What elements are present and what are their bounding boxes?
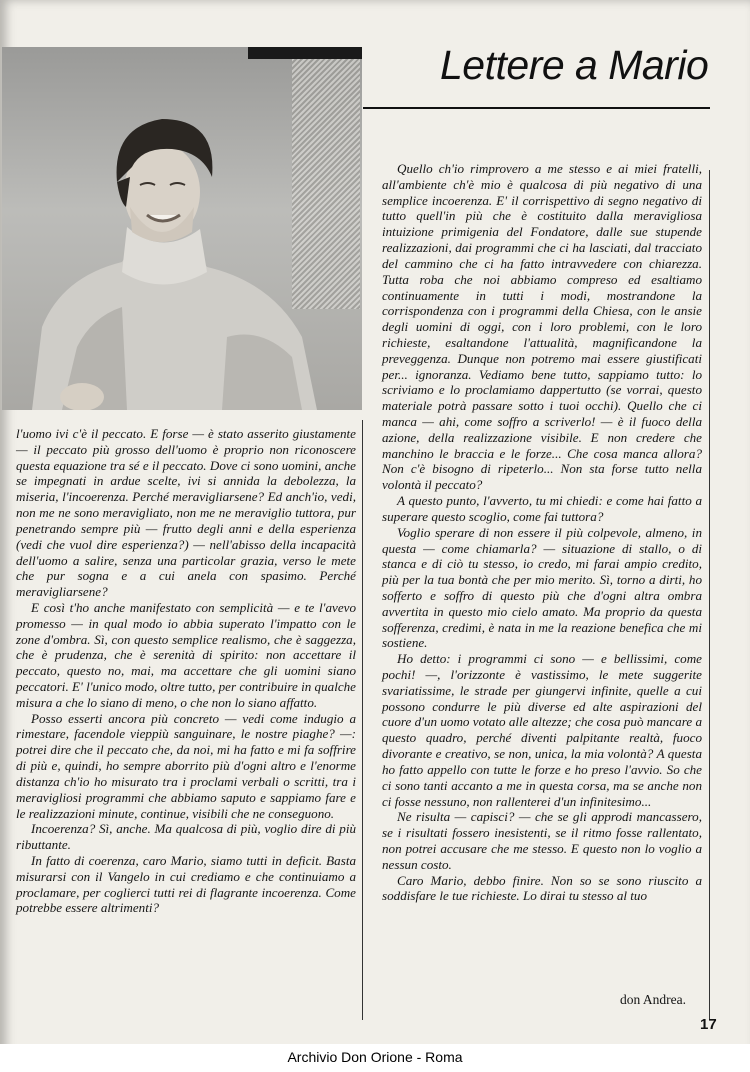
page-title: Lettere a Mario: [440, 42, 709, 88]
left-paragraph: E così t'ho anche manifestato con semplicità — e te l'avevo promesso — in qual modo io abbia superato l'impatto con le zone d'ombra. Sì, con questo semplice realismo, che è saggezza, che è prudenza, che è serenità di spirito: non accettare il peccato, questo no, mai, ma accettare che gli uomini siano peccatori. E' l'unico modo, oltre tutto, per contribuire in qualche misura a che lo siano di meno, o che non lo siano affatto.: [16, 599, 356, 710]
page-number: 17: [700, 1016, 717, 1033]
right-column: [382, 161, 702, 904]
left-paragraph: In fatto di coerenza, caro Mario, siamo tutti in deficit. Basta misurarsi con il Vangelo in cui crediamo e che continuiamo a proclamare, per coglierci tutti rei di flagrante incoerenza. Come potrebbe essere altrimenti?: [16, 852, 356, 916]
archive-footer: [0, 1044, 750, 1072]
right-paragraph: Ne risulta — capisci? — che se gli approdi mancassero, se i risultati fossero inesistenti, se il ritmo fosse rallentato, non potrei accusare che me stesso. E questo non lo voglio a nessun costo.: [382, 809, 702, 872]
right-paragraph: A questo punto, l'avverto, tu mi chiedi: e come hai fatto a superare questo scoglio, come fai tuttora?: [382, 493, 702, 524]
right-paragraph: Ho detto: i programmi ci sono — e bellissimi, come pochi! —, l'orizzonte è vastissimo, le mete suggerite svariatissime, le strade per giungervi infinite, quelle a cui possono condurre le più diverse ed alte aspirazioni del cuore d'un uomo votato alle altezze; che cosa può mancare a questo quadro, perché diventi palpitante realtà, fuoco divorante e creativo, se non, unica, la mia volontà? A questa ho fatto appello con tutte le forze e ho preso l'avvio. So che ci sono tanti accanto a me in questa corsa, ma se anche non ci fosse nessuno, non rallenterei d'un infinitesimo...: [382, 651, 702, 809]
portrait-photo: [2, 47, 362, 410]
photo-top-bar: [248, 47, 362, 59]
left-paragraph: l'uomo ivi c'è il peccato. E forse — è stato asserito giustamente — il peccato più grosso dell'uomo è proprio non riconoscere questa equazione tra sé e il peccato. Dove ci sono uomini, anche se impegnati in ardue scelte, ivi si annida la debolezza, la miseria, l'incoerenza. Perché meravigliarsene? Ed anch'io, vedi, non me ne sono meravigliato, non me ne meraviglio tuttora, pur penetrando sempre più — frutto degli anni e della esperienza (vedi che vuol dire esperienza?) — nell'abisso della incapacità dell'uomo a salire, senza una particolar grazia, verso le mete che pur sogna e a cui anela con spasimo. Perché meravigliarsene?: [16, 426, 356, 600]
signature: don Andrea.: [620, 992, 686, 1007]
right-paragraph: Quello ch'io rimprovero a me stesso e ai miei fratelli, all'ambiente ch'è mio è qualcosa di più negativo di una semplice incoerenza. E' il corrispettivo di segno negativo di tutto quell'in più che è costituito dalla meravigliosa intuizione primigenia del Fondatore, dalle sue stupende realizzazioni, dai programmi che ci ha lasciati, dal tracciato del cammino che ci ha fatto intravvedere con chiarezza. Tutta roba che noi abbiamo compreso ed esaltiamo continuamente in tutti i modi, mostrandone la corrispondenza con i programmi della Chiesa, con le ansie degli uomini di oggi, con i loro problemi, con le loro richieste, esaltandone l'attualità, magnificandone la preveggenza. Dunque non potremo mai essere giustificati per... ignoranza. Vediamo bene tutto, sappiamo tutto: lo scriviamo e lo proclamiamo dappertutto (se vorrai, questo materiale potrà passare sotto i tuoi occhi). Quello che ci manca — ahi, come soffro a scriverlo! — è il fuoco della azione, della realizzazione visibile. E non credere che manchino le braccia e le forze... Che cosa manca allora? Non c'è bisogno di ripeterlo... Non sta forse tutto nella volontà il peccato?: [382, 161, 702, 493]
left-column-rule: [362, 420, 363, 1020]
right-column-rule: [709, 170, 710, 1020]
young-man-figure: [22, 107, 322, 410]
archive-footer-text: Archivio Don Orione - Roma: [287, 1049, 463, 1065]
left-paragraph: Posso esserti ancora più concreto — vedi come indugio a rimestare, facendole vieppiù sanguinare, le nostre piaghe? —: potrei dire che il peccato che, da noi, mi ha fatto e mi fa soffrire di più e, quindi, ho sempre aborrito più d'ogni altro e l'enorme distanza ch'io ho misurato tra i proclami verbali o scritti, tra i meravigliosi programmi che abbiamo saputo e sappiamo fare e le realizzazioni minute, continue, visibili che ne conseguono.: [16, 710, 356, 821]
left-column: [16, 426, 356, 916]
title-rule: [363, 107, 710, 109]
right-paragraph: Caro Mario, debbo finire. Non so se sono riuscito a soddisfare le tue richieste. Lo dirai tu stesso al tuo: [382, 872, 702, 904]
right-paragraph: Voglio sperare di non essere il più colpevole, almeno, in questa — come chiamarla? — situazione di stallo, o di stanca e di ciò tu stesso, io credo, mi farai ampio credito, più per la tua bontà che per mio merito. Sì, torno a dirti, ho sofferto e soffro di questo più che d'ogni altra ombra avvertita in questo mio cielo amato. Ma proprio da questa sofferenza, credimi, è nata in me la reazione benefica che mi sostiene.: [382, 524, 702, 651]
left-paragraph: Incoerenza? Sì, anche. Ma qualcosa di più, voglio dire di più ributtante.: [16, 821, 356, 853]
